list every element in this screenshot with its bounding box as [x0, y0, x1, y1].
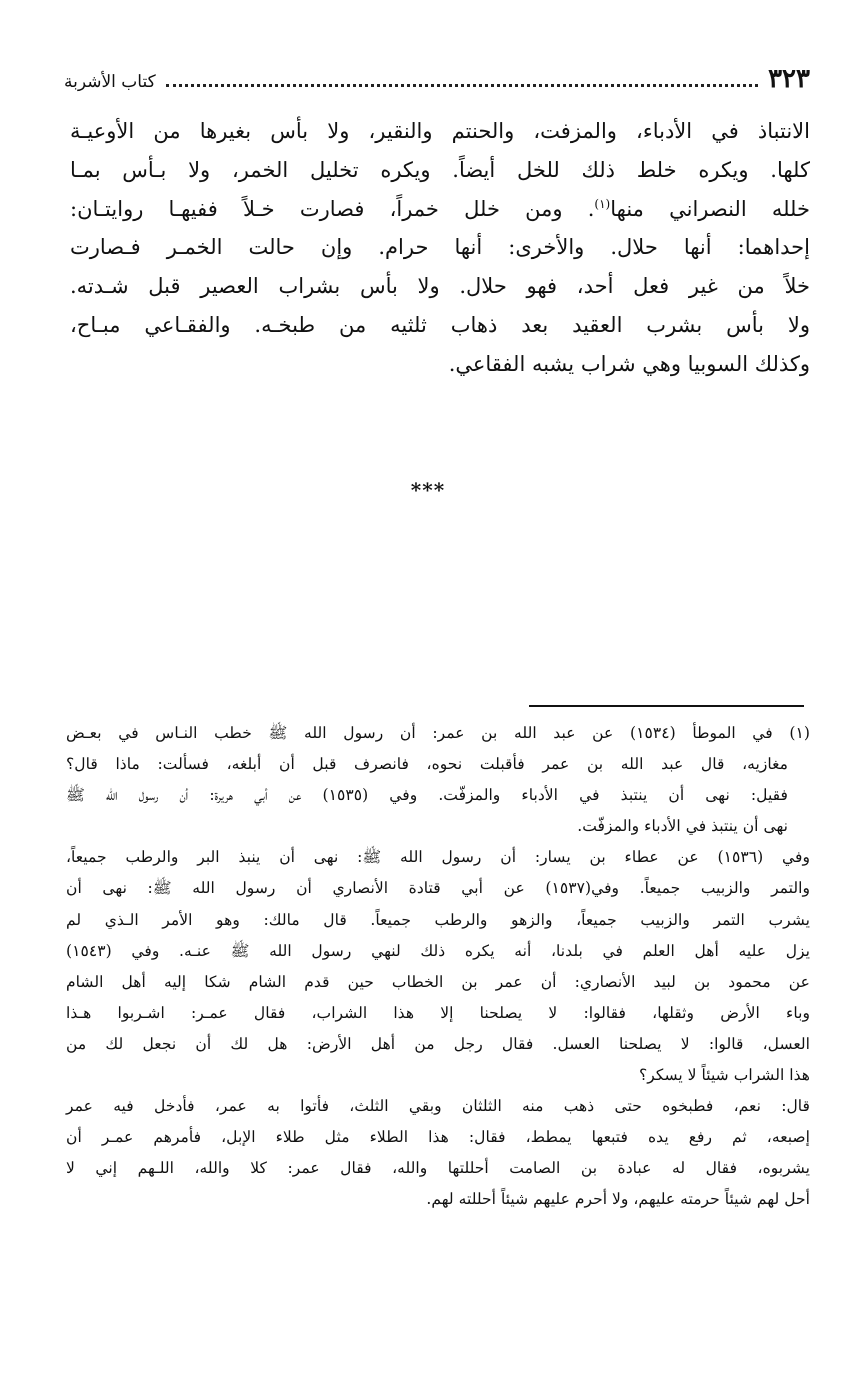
footnote-line: يشرب التمر والزبيب جميعاً، والزهو والرطب جميعاً. قال مالك: وهو الأمر الـذي لم — [66, 910, 810, 929]
footnote-line: عن محمود بن لبيد الأنصاري: أن عمر بن الخطاب حين قدم الشام شكا إليه أهل الشام — [66, 972, 810, 991]
footnotes — [66, 718, 810, 1216]
footnote-reference: (١) — [594, 196, 611, 211]
footnote-line: يشربوه، فقال له عبادة بن الصامت أحللتها والله، فقال عمر: كلا والله، اللـهم إني لا — [66, 1159, 810, 1178]
footnote-line: وباء الأرض وثقلها، فقالوا: لا يصلحنا إلا هذا الشراب، فقال عمـر: اشـربوا هـذا — [66, 1003, 810, 1022]
main-text-line — [70, 190, 810, 229]
main-text-line: خلاً من غير فعل أحد، فهو حلال. ولا بأس بشراب العصير قبل شـدته. — [70, 274, 810, 299]
footnote-divider — [529, 705, 804, 707]
footnote-line: (١) في الموطأ (١٥٣٤) عن عبد الله بن عمر: أن رسول الله ﷺ خطب النـاس في بعـض — [66, 724, 810, 742]
main-text-segment: . ومن خلل خمراً، فصارت خـلاً ففيهـا روايتـان: — [70, 196, 595, 221]
footnote-line: مغازيه، قال عبد الله بن عمر فأقبلت نحوه، فانصرف قبل أن أبلغه، فسألت: ماذا قال؟ — [66, 755, 788, 774]
book-title: كتاب الأشربة — [64, 72, 156, 92]
running-header — [64, 56, 810, 96]
footnote-line: هذا الشراب شيئاً لا يسكر؟ — [638, 1066, 810, 1085]
header-dotted-leader — [166, 84, 758, 87]
main-text-line: إحداهما: أنها حلال. والأخرى: أنها حرام. وإن حالت الخمـر فـصارت — [70, 235, 810, 260]
footnote-line: أحل لهم شيئاً حرمته عليهم، ولا أحرم عليهم شيئاً أحللته لهم. — [426, 1190, 810, 1209]
footnote-line: قال: نعم، فطبخوه حتى ذهب منه الثلثان وبقي الثلث، فأتوا به عمر، فأدخل فيه عمر — [66, 1097, 810, 1116]
section-separator: *** — [410, 478, 446, 502]
footnote-line: والتمر والزبيب جميعاً. وفي(١٥٣٧) عن أبي قتادة الأنصاري أن رسول الله ﷺ: نهى أن — [66, 879, 811, 898]
main-text-line: ولا بأس بشرب العقيد بعد ذهاب ثلثيه من طبخـه. والفقـاعي مبـاح، — [70, 312, 810, 337]
main-text-line: وكذلك السوبيا وهي شراب يشبه الفقاعي. — [448, 351, 810, 376]
footnote-line: العسل، قالوا: لا يصلحنا العسل. فقال رجل من أهل الأرض: هل لك أن نجعل لك من — [66, 1034, 810, 1053]
main-text — [70, 112, 810, 384]
footnote-line: نهى أن ينتبذ في الأدباء والمزفّت. — [577, 817, 788, 836]
page-number: ٣٢٣ — [768, 64, 810, 94]
footnote-line: يزل عليه أهل العلم في بلدنا، أنه يكره ذلك لنهي رسول الله ﷺ عنـه. وفي (١٥٤٣) — [66, 941, 810, 960]
main-text-line: الانتباذ في الأدباء، والمزفت، والحنتم والنقير، ولا بأس بغيرها من الأوعيـة — [70, 119, 810, 143]
footnote-line: إصبعه، ثم رفع يده فتبعها يمطط، فقال: هذا الطلاء مثل طلاء الإبل، فأمرهم عمـر أن — [66, 1128, 810, 1147]
main-text-segment: خلله النصراني منها — [610, 196, 810, 221]
footnote-line: وفي (١٥٣٦) عن عطاء بن يسار: أن رسول الله ﷺ: نهى أن ينبذ البر والرطب جميعاً، — [66, 848, 810, 867]
main-text-line: كلها. ويكره خلط ذلك للخل أيضاً. ويكره تخليل الخمر، ولا بـأس بمـا — [70, 157, 810, 182]
footnote-line: فقيل: نهى أن ينتبذ في الأدباء والمزفّت. وفي (١٥٣٥) عن أبي هريرة: أن رسول الله ﷺ — [66, 786, 788, 805]
